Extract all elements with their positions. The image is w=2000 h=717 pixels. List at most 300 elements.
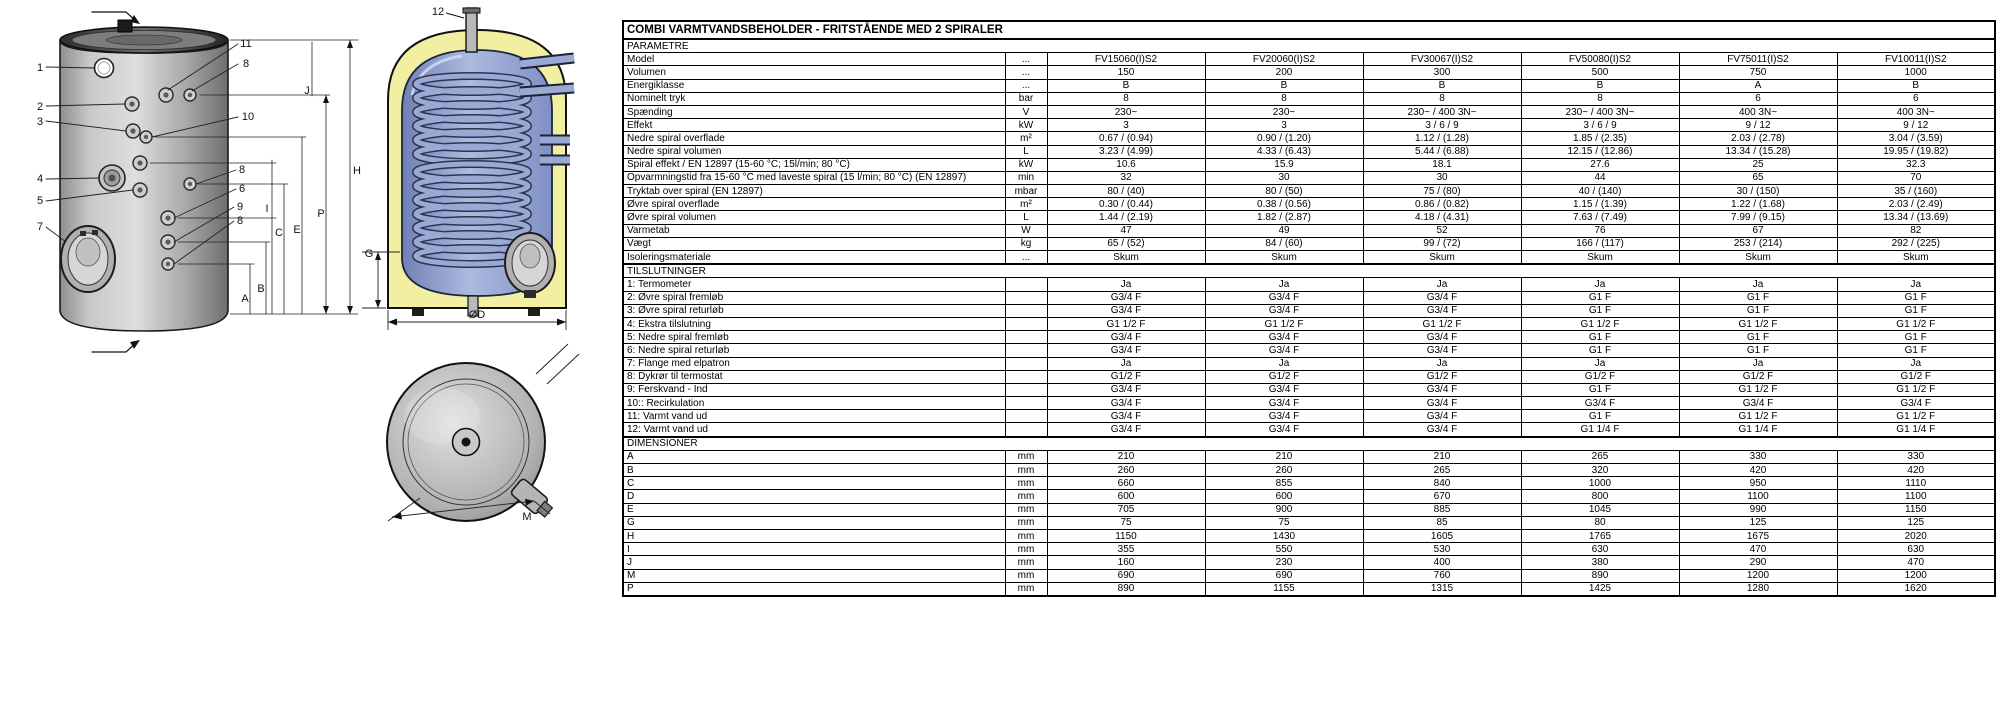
- cell-value: G3/4 F: [1205, 423, 1363, 437]
- cell-value: 19.95 / (19.82): [1837, 145, 1995, 158]
- cell-value: 550: [1205, 543, 1363, 556]
- cell-value: 3 / 6 / 9: [1363, 119, 1521, 132]
- cell-value: 8: [1047, 92, 1205, 105]
- table-row: [623, 370, 1995, 383]
- cell-value: Ja: [1521, 278, 1679, 291]
- cell-value: 13.34 / (13.69): [1837, 211, 1995, 224]
- cell-value: 230~ / 400 3N~: [1363, 105, 1521, 118]
- cell-value: 900: [1205, 503, 1363, 516]
- table-row: [623, 423, 1995, 437]
- cell-value: G1 1/2 F: [1047, 317, 1205, 330]
- cell-value: 950: [1679, 477, 1837, 490]
- cell-value: G3/4 F: [1205, 291, 1363, 304]
- cell-value: 75: [1205, 516, 1363, 529]
- cell-value: 5.44 / (6.88): [1363, 145, 1521, 158]
- cell-value: G3/4 F: [1363, 410, 1521, 423]
- row-unit: mm: [1005, 516, 1047, 529]
- section-header-row: [623, 437, 1995, 451]
- cell-value: 99 / (72): [1363, 237, 1521, 250]
- table-row: [623, 410, 1995, 423]
- cell-value: 4.18 / (4.31): [1363, 211, 1521, 224]
- table-row: [623, 357, 1995, 370]
- dim-letter-M: M: [522, 511, 532, 523]
- section-header-row: [623, 264, 1995, 278]
- cell-value: 355: [1047, 543, 1205, 556]
- table-row: [623, 529, 1995, 542]
- cell-value: Ja: [1205, 357, 1363, 370]
- cell-value: G3/4 F: [1047, 331, 1205, 344]
- cell-value: G3/4 F: [1205, 331, 1363, 344]
- cell-value: 1045: [1521, 503, 1679, 516]
- row-unit: ...: [1005, 66, 1047, 79]
- cell-value: G1 F: [1521, 331, 1679, 344]
- cell-value: 400 3N~: [1679, 105, 1837, 118]
- row-label: Spiral effekt / EN 12897 (15-60 °C; 15l/min; 80 °C): [623, 158, 1005, 171]
- cell-value: Skum: [1679, 251, 1837, 265]
- cell-value: FV75011(I)S2: [1679, 53, 1837, 66]
- cell-value: 2020: [1837, 529, 1995, 542]
- row-unit: mm: [1005, 503, 1047, 516]
- row-label: A: [623, 450, 1005, 463]
- cell-value: G3/4 F: [1047, 423, 1205, 437]
- cell-value: 1150: [1837, 503, 1995, 516]
- callout-8: 8: [238, 164, 246, 176]
- cell-value: 75: [1047, 516, 1205, 529]
- table-row: [623, 503, 1995, 516]
- cell-value: 1675: [1679, 529, 1837, 542]
- cell-value: 3.23 / (4.99): [1047, 145, 1205, 158]
- row-unit: [1005, 317, 1047, 330]
- cell-value: 210: [1047, 450, 1205, 463]
- cell-value: 8: [1521, 92, 1679, 105]
- row-unit: [1005, 397, 1047, 410]
- table-row: [623, 291, 1995, 304]
- spec-table: [622, 20, 1996, 597]
- cell-value: G1 1/4 F: [1679, 423, 1837, 437]
- table-row: [623, 53, 1995, 66]
- cell-value: G3/4 F: [1047, 304, 1205, 317]
- cell-value: 75 / (80): [1363, 185, 1521, 198]
- table-row: [623, 450, 1995, 463]
- cell-value: 1100: [1837, 490, 1995, 503]
- cell-value: 470: [1837, 556, 1995, 569]
- cell-value: 30: [1205, 171, 1363, 184]
- cell-value: 0.90 / (1.20): [1205, 132, 1363, 145]
- table-row: [623, 383, 1995, 396]
- cell-value: 265: [1521, 450, 1679, 463]
- row-unit: [1005, 383, 1047, 396]
- cell-value: 15.9: [1205, 158, 1363, 171]
- cell-value: 530: [1363, 543, 1521, 556]
- row-label: P: [623, 582, 1005, 596]
- row-label: J: [623, 556, 1005, 569]
- cell-value: G1 F: [1679, 331, 1837, 344]
- row-unit: mm: [1005, 490, 1047, 503]
- cell-value: 8: [1205, 92, 1363, 105]
- row-unit: [1005, 291, 1047, 304]
- dim-letter-C: C: [275, 227, 283, 239]
- cell-value: 84 / (60): [1205, 237, 1363, 250]
- table-row: [623, 132, 1995, 145]
- cell-value: G1 F: [1837, 331, 1995, 344]
- cell-value: Skum: [1837, 251, 1995, 265]
- cell-value: 65: [1679, 171, 1837, 184]
- cell-value: 7.99 / (9.15): [1679, 211, 1837, 224]
- table-row: [623, 344, 1995, 357]
- cell-value: 44: [1521, 171, 1679, 184]
- row-label: Opvarmningstid fra 15-60 °C med laveste spiral (15 l/min; 80 °C) (EN 12897): [623, 171, 1005, 184]
- cell-value: 400 3N~: [1837, 105, 1995, 118]
- cell-value: 65 / (52): [1047, 237, 1205, 250]
- cell-value: 1.12 / (1.28): [1363, 132, 1521, 145]
- upper-coil: [416, 76, 528, 162]
- cell-value: 500: [1521, 66, 1679, 79]
- cell-value: 1200: [1837, 569, 1995, 582]
- cell-value: Ja: [1679, 278, 1837, 291]
- cell-value: Ja: [1837, 278, 1995, 291]
- cell-value: B: [1363, 79, 1521, 92]
- cell-value: G3/4 F: [1363, 397, 1521, 410]
- cell-value: 300: [1363, 66, 1521, 79]
- cell-value: G1 F: [1837, 291, 1995, 304]
- callout-1: 1: [36, 62, 44, 74]
- cell-value: 230~: [1047, 105, 1205, 118]
- cell-value: 6: [1837, 92, 1995, 105]
- cell-value: 1150: [1047, 529, 1205, 542]
- row-unit: L: [1005, 211, 1047, 224]
- cell-value: 660: [1047, 477, 1205, 490]
- callout-4: 4: [36, 173, 44, 185]
- row-label: 12: Varmt vand ud: [623, 423, 1005, 437]
- row-label: 11: Varmt vand ud: [623, 410, 1005, 423]
- boss-port: [99, 165, 125, 191]
- cell-value: Ja: [1679, 357, 1837, 370]
- cell-value: 40 / (140): [1521, 185, 1679, 198]
- cell-value: 200: [1205, 66, 1363, 79]
- cell-value: G1 1/2 F: [1679, 383, 1837, 396]
- cell-value: 1000: [1521, 477, 1679, 490]
- callout-5: 5: [36, 195, 44, 207]
- cell-value: 12.15 / (12.86): [1521, 145, 1679, 158]
- row-label: 6: Nedre spiral returløb: [623, 344, 1005, 357]
- row-label: Nominelt tryk: [623, 92, 1005, 105]
- dim-letter-J: J: [304, 85, 310, 97]
- row-label: Spænding: [623, 105, 1005, 118]
- cell-value: 1315: [1363, 582, 1521, 596]
- row-label: 3: Øvre spiral returløb: [623, 304, 1005, 317]
- cell-value: B: [1521, 79, 1679, 92]
- cell-value: 420: [1679, 464, 1837, 477]
- cell-value: B: [1047, 79, 1205, 92]
- cell-value: 6: [1679, 92, 1837, 105]
- table-row: [623, 397, 1995, 410]
- row-unit: mm: [1005, 477, 1047, 490]
- row-unit: [1005, 423, 1047, 437]
- cell-value: G3/4 F: [1837, 397, 1995, 410]
- cell-value: FV20060(I)S2: [1205, 53, 1363, 66]
- callout-2: 2: [36, 101, 44, 113]
- cell-value: 1.82 / (2.87): [1205, 211, 1363, 224]
- table-row: [623, 464, 1995, 477]
- callout-7: 7: [36, 221, 44, 233]
- cell-value: 32.3: [1837, 158, 1995, 171]
- cell-value: G3/4 F: [1363, 304, 1521, 317]
- cell-value: 85: [1363, 516, 1521, 529]
- row-label: 10:: Recirkulation: [623, 397, 1005, 410]
- cell-value: 3: [1205, 119, 1363, 132]
- cell-value: 2.03 / (2.49): [1837, 198, 1995, 211]
- cell-value: 1605: [1363, 529, 1521, 542]
- cell-value: 670: [1363, 490, 1521, 503]
- row-unit: ...: [1005, 79, 1047, 92]
- cell-value: 230~: [1205, 105, 1363, 118]
- row-unit: W: [1005, 224, 1047, 237]
- cell-value: Ja: [1521, 357, 1679, 370]
- cell-value: 8: [1363, 92, 1521, 105]
- cell-value: 1.85 / (2.35): [1521, 132, 1679, 145]
- dim-letter-I: I: [265, 203, 269, 215]
- cell-value: 990: [1679, 503, 1837, 516]
- cell-value: Skum: [1363, 251, 1521, 265]
- cell-value: G1/2 F: [1205, 370, 1363, 383]
- row-label: Nedre spiral volumen: [623, 145, 1005, 158]
- cell-value: B: [1205, 79, 1363, 92]
- cell-value: G1/2 F: [1047, 370, 1205, 383]
- row-unit: ...: [1005, 53, 1047, 66]
- cell-value: 13.34 / (15.28): [1679, 145, 1837, 158]
- cell-value: 290: [1679, 556, 1837, 569]
- cell-value: 7.63 / (7.49): [1521, 211, 1679, 224]
- cell-value: 855: [1205, 477, 1363, 490]
- table-row: [623, 251, 1995, 265]
- cell-value: G1 F: [1679, 291, 1837, 304]
- cell-value: G3/4 F: [1205, 304, 1363, 317]
- callout-11: 11: [240, 38, 252, 50]
- table-row: [623, 317, 1995, 330]
- cell-value: 150: [1047, 66, 1205, 79]
- row-label: H: [623, 529, 1005, 542]
- cell-value: 1.15 / (1.39): [1521, 198, 1679, 211]
- cell-value: 1.44 / (2.19): [1047, 211, 1205, 224]
- row-unit: [1005, 344, 1047, 357]
- table-row: [623, 543, 1995, 556]
- table-row: [623, 304, 1995, 317]
- row-label: 4: Ekstra tilslutning: [623, 317, 1005, 330]
- table-row: [623, 477, 1995, 490]
- cell-value: 330: [1837, 450, 1995, 463]
- row-unit: V: [1005, 105, 1047, 118]
- callout-12: 12: [431, 6, 445, 18]
- cell-value: G3/4 F: [1363, 423, 1521, 437]
- callout-6: 6: [238, 183, 246, 195]
- cell-value: 1425: [1521, 582, 1679, 596]
- cell-value: 2.03 / (2.78): [1679, 132, 1837, 145]
- table-row: [623, 490, 1995, 503]
- row-label: 1: Termometer: [623, 278, 1005, 291]
- cell-value: FV10011(I)S2: [1837, 53, 1995, 66]
- cell-value: G1 F: [1521, 344, 1679, 357]
- row-label: Øvre spiral volumen: [623, 211, 1005, 224]
- cell-value: 600: [1205, 490, 1363, 503]
- row-unit: kg: [1005, 237, 1047, 250]
- cell-value: G3/4 F: [1521, 397, 1679, 410]
- cell-value: 47: [1047, 224, 1205, 237]
- cell-value: 260: [1047, 464, 1205, 477]
- row-label: C: [623, 477, 1005, 490]
- cell-value: Ja: [1205, 278, 1363, 291]
- row-unit: kW: [1005, 119, 1047, 132]
- table-row: [623, 582, 1995, 596]
- row-label: D: [623, 490, 1005, 503]
- row-label: Nedre spiral overflade: [623, 132, 1005, 145]
- cell-value: 600: [1047, 490, 1205, 503]
- cell-value: 750: [1679, 66, 1837, 79]
- row-unit: mm: [1005, 543, 1047, 556]
- cell-value: 420: [1837, 464, 1995, 477]
- row-label: G: [623, 516, 1005, 529]
- cell-value: 400: [1363, 556, 1521, 569]
- cell-value: G1/2 F: [1521, 370, 1679, 383]
- row-label: Vægt: [623, 237, 1005, 250]
- cell-value: 70: [1837, 171, 1995, 184]
- cell-value: 0.38 / (0.56): [1205, 198, 1363, 211]
- table-row: [623, 569, 1995, 582]
- cell-value: Skum: [1205, 251, 1363, 265]
- cell-value: 3 / 6 / 9: [1521, 119, 1679, 132]
- cell-value: 82: [1837, 224, 1995, 237]
- cell-value: G3/4 F: [1363, 383, 1521, 396]
- cell-value: 1280: [1679, 582, 1837, 596]
- cell-value: 0.30 / (0.44): [1047, 198, 1205, 211]
- table-row: [623, 516, 1995, 529]
- table-row: [623, 278, 1995, 291]
- cell-value: 330: [1679, 450, 1837, 463]
- row-label: E: [623, 503, 1005, 516]
- row-unit: bar: [1005, 92, 1047, 105]
- cell-value: 1765: [1521, 529, 1679, 542]
- cell-value: 210: [1363, 450, 1521, 463]
- row-label: Energiklasse: [623, 79, 1005, 92]
- row-label: 9: Ferskvand - Ind: [623, 383, 1005, 396]
- cell-value: G1/2 F: [1363, 370, 1521, 383]
- front-view: [46, 12, 358, 352]
- technical-drawing-panel: [0, 0, 620, 570]
- dim-letter-A: A: [241, 293, 249, 305]
- dim-letter-G: G: [364, 248, 374, 260]
- row-label: Volumen: [623, 66, 1005, 79]
- table-row: [623, 211, 1995, 224]
- cell-value: G3/4 F: [1363, 344, 1521, 357]
- cell-value: 470: [1679, 543, 1837, 556]
- table-row: [623, 79, 1995, 92]
- cell-value: 3.04 / (3.59): [1837, 132, 1995, 145]
- table-row: [623, 237, 1995, 250]
- cell-value: G1 F: [1679, 304, 1837, 317]
- cell-value: 166 / (117): [1521, 237, 1679, 250]
- dimension-arrows: [323, 40, 353, 314]
- table-row: [623, 185, 1995, 198]
- cell-value: G3/4 F: [1047, 344, 1205, 357]
- cell-value: A: [1679, 79, 1837, 92]
- cell-value: 52: [1363, 224, 1521, 237]
- section-title: DIMENSIONER: [623, 437, 1995, 451]
- cell-value: B: [1837, 79, 1995, 92]
- row-label: M: [623, 569, 1005, 582]
- cell-value: G3/4 F: [1205, 383, 1363, 396]
- cell-value: 1.22 / (1.68): [1679, 198, 1837, 211]
- cell-value: Skum: [1047, 251, 1205, 265]
- cell-value: 1200: [1679, 569, 1837, 582]
- cell-value: G3/4 F: [1205, 410, 1363, 423]
- cell-value: Ja: [1363, 278, 1521, 291]
- cell-value: G3/4 F: [1363, 291, 1521, 304]
- callout-9: 9: [236, 201, 244, 213]
- row-unit: m²: [1005, 198, 1047, 211]
- row-unit: mm: [1005, 556, 1047, 569]
- cell-value: 885: [1363, 503, 1521, 516]
- cell-value: G3/4 F: [1205, 397, 1363, 410]
- row-unit: mm: [1005, 569, 1047, 582]
- dim-letter-B: B: [257, 283, 265, 295]
- table-title: COMBI VARMTVANDSBEHOLDER - FRITSTÅENDE MED 2 SPIRALER: [623, 21, 1995, 39]
- row-label: 8: Dykrør til termostat: [623, 370, 1005, 383]
- cell-value: 32: [1047, 171, 1205, 184]
- cell-value: 30 / (150): [1679, 185, 1837, 198]
- row-label: Øvre spiral overflade: [623, 198, 1005, 211]
- table-row: [623, 119, 1995, 132]
- flange-elpatron: [61, 226, 115, 292]
- table-row: [623, 198, 1995, 211]
- row-unit: mm: [1005, 464, 1047, 477]
- row-label: B: [623, 464, 1005, 477]
- table-row: [623, 145, 1995, 158]
- cell-value: 80 / (50): [1205, 185, 1363, 198]
- cell-value: 76: [1521, 224, 1679, 237]
- cell-value: 800: [1521, 490, 1679, 503]
- cell-value: 3: [1047, 119, 1205, 132]
- cell-value: 760: [1363, 569, 1521, 582]
- cell-value: G1 1/2 F: [1679, 317, 1837, 330]
- row-unit: mm: [1005, 529, 1047, 542]
- cell-value: G1 F: [1837, 344, 1995, 357]
- table-row: [623, 105, 1995, 118]
- cell-value: 35 / (160): [1837, 185, 1995, 198]
- cell-value: G1 F: [1521, 383, 1679, 396]
- cell-value: 230~ / 400 3N~: [1521, 105, 1679, 118]
- cell-value: 690: [1205, 569, 1363, 582]
- cell-value: FV30067(I)S2: [1363, 53, 1521, 66]
- cell-value: 4.33 / (6.43): [1205, 145, 1363, 158]
- cell-value: G1 1/2 F: [1837, 383, 1995, 396]
- table-row: [623, 158, 1995, 171]
- cell-value: 9 / 12: [1679, 119, 1837, 132]
- cell-value: 49: [1205, 224, 1363, 237]
- callout-3: 3: [36, 116, 44, 128]
- cell-value: 1100: [1679, 490, 1837, 503]
- cell-value: 160: [1047, 556, 1205, 569]
- dim-letter-H: H: [353, 165, 361, 177]
- row-unit: ...: [1005, 251, 1047, 265]
- row-unit: [1005, 370, 1047, 383]
- cell-value: 260: [1205, 464, 1363, 477]
- cell-value: 67: [1679, 224, 1837, 237]
- table-row: [623, 92, 1995, 105]
- cell-value: 690: [1047, 569, 1205, 582]
- row-unit: [1005, 278, 1047, 291]
- cell-value: 125: [1837, 516, 1995, 529]
- cell-value: 630: [1521, 543, 1679, 556]
- cell-value: FV50080(I)S2: [1521, 53, 1679, 66]
